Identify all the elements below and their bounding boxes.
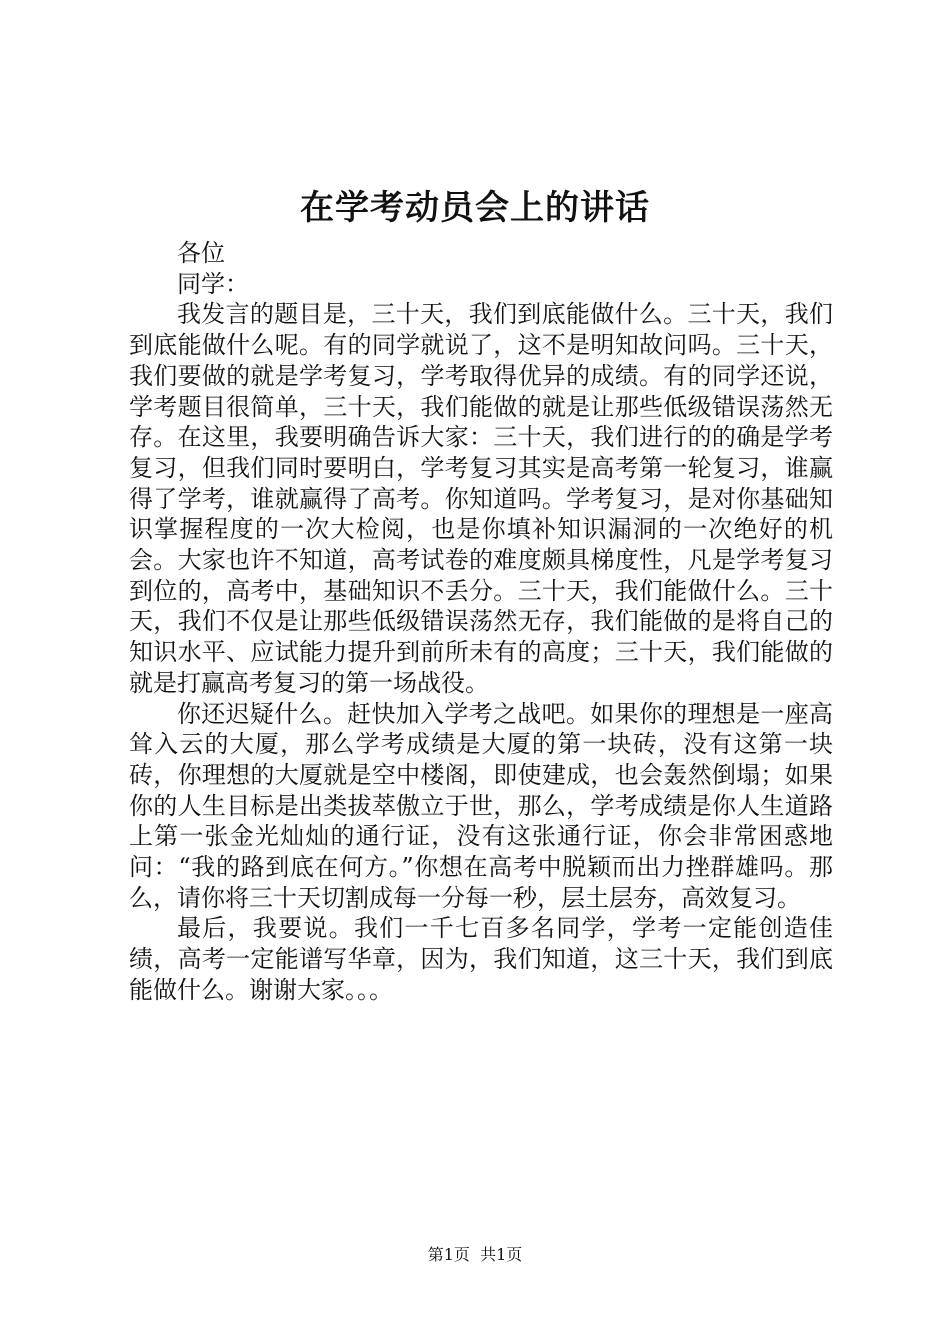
salutation-line-2: 同学：	[177, 269, 249, 298]
paragraph-3: 最后，我要说。我们一千七百多名同学，学考一定能创造佳绩，高考一定能谱写华章，因为，我们知道，这三十天，我们到底能做什么。谢谢大家。。。	[129, 914, 833, 1004]
page-footer	[0, 1244, 950, 1266]
salutation-line-1: 各位	[177, 239, 225, 267]
document-title: 在学考动员会上的讲话	[300, 188, 650, 228]
paragraph-2: 你还迟疑什么。赶快加入学考之战吧。如果你的理想是一座高耸入云的大厦，那么学考成绩是大厦的第一块砖，没有这第一块砖，你理想的大厦就是空中楼阁，即使建成，也会轰然倒塌；如果你的人生目标是出类拔萃傲立于世，那么，学考成绩是你人生道路上第一张金光灿灿的通行证，没有这张通行证，你会非常困惑地问：“我的路到底在何方。”你想在高考中脱颖而出力挫群雄吗。那么，请你将三十天切割成每一分每一秒，层土层夯，高效复习。	[129, 699, 833, 912]
document-body	[129, 238, 833, 1006]
page-number: 第1页 共1页	[427, 1245, 523, 1264]
paragraph-1: 我发言的题目是，三十天，我们到底能做什么。三十天，我们到底能做什么呢。有的同学就说了，这不是明知故问吗。三十天，我们要做的就是学考复习，学考取得优异的成绩。有的同学还说，学考题目很简单，三十天，我们能做的就是让那些低级错误荡然无存。在这里，我要明确告诉大家：三十天，我们进行的的确是学考复习，但我们同时要明白，学考复习其实是高考第一轮复习，谁赢得了学考，谁就赢得了高考。你知道吗。学考复习，是对你基础知识掌握程度的一次大检阅，也是你填补知识漏洞的一次绝好的机会。大家也许不知道，高考试卷的难度颇具梯度性，凡是学考复习到位的，高考中，基础知识不丢分。三十天，我们能做什么。三十天，我们不仅是让那些低级错误荡然无存，我们能做的是将自己的知识水平、应试能力提升到前所未有的高度；三十天，我们能做的就是打赢高考复习的第一场战役。	[129, 300, 833, 697]
